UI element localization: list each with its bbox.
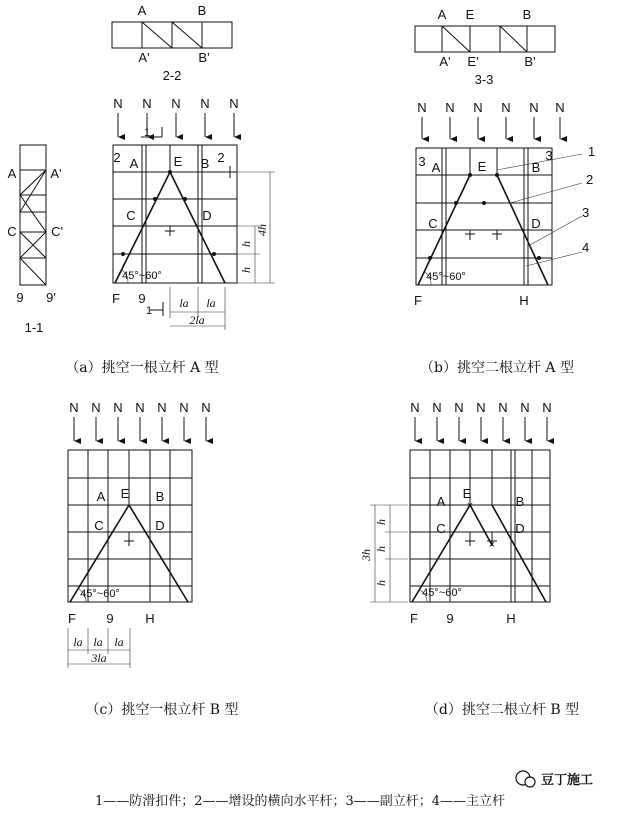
view-title-3-3: 3-3 <box>474 72 494 87</box>
label-b: B <box>515 494 525 509</box>
label-h: H <box>519 293 529 308</box>
svg-text:4h: 4h <box>255 224 269 236</box>
svg-text:2la: 2la <box>189 313 205 327</box>
svg-text:la: la <box>93 635 103 649</box>
svg-text:N: N <box>135 400 145 415</box>
label-d: D <box>515 521 525 536</box>
label-9: 9 <box>138 291 146 306</box>
load-arrows <box>69 400 210 441</box>
label-e: E <box>465 7 475 22</box>
svg-text:N: N <box>417 100 427 115</box>
callout-2: 2 <box>586 172 594 187</box>
svg-text:3: 3 <box>545 148 553 163</box>
svg-text:N: N <box>201 400 211 415</box>
label-b: B <box>197 3 207 18</box>
svg-text:N: N <box>113 400 123 415</box>
view-title-2-2: 2-2 <box>162 68 182 83</box>
svg-text:×: × <box>466 500 474 512</box>
svg-text:N: N <box>529 100 539 115</box>
svg-text:N: N <box>473 100 483 115</box>
section-view-3-3 <box>415 7 555 87</box>
diagram-b <box>414 100 595 376</box>
svg-text:N: N <box>410 400 420 415</box>
svg-text:3la: 3la <box>91 651 107 665</box>
angle-label: 45°~60° <box>422 587 462 599</box>
section-view-1-1 <box>7 145 63 335</box>
svg-text:la: la <box>206 296 216 310</box>
label-f: F <box>112 291 120 306</box>
label-a: A <box>437 7 447 22</box>
label-d: D <box>155 518 165 533</box>
callout-1: 1 <box>588 144 596 159</box>
label-d: D <box>531 216 541 231</box>
angle-label: 45°~60° <box>426 271 466 283</box>
label-c: C <box>436 521 446 536</box>
svg-text:2: 2 <box>113 150 121 165</box>
section-view-2-2 <box>112 3 232 83</box>
callout-3: 3 <box>582 205 590 220</box>
label-e: E <box>462 486 472 501</box>
angle-label: 45°~60° <box>122 270 162 282</box>
svg-text:h: h <box>374 519 388 525</box>
label-9: 9 <box>446 611 454 626</box>
label-a-prime: A' <box>50 166 62 181</box>
svg-text:la: la <box>73 635 83 649</box>
svg-text:N: N <box>200 96 210 111</box>
label-9: 9 <box>16 290 24 305</box>
label-f: F <box>410 611 418 626</box>
label-9: 9 <box>106 611 114 626</box>
label-a-prime: A' <box>439 54 451 69</box>
diagram-c <box>68 400 239 718</box>
svg-text:N: N <box>454 400 464 415</box>
label-e: E <box>477 159 487 174</box>
legend: 1——防滑扣件；2——增设的横向水平杆；3——副立杆；4——主立杆 <box>94 794 506 809</box>
label-f: F <box>414 293 422 308</box>
svg-text:N: N <box>229 96 239 111</box>
label-b: B <box>531 160 541 175</box>
svg-text:N: N <box>142 96 152 111</box>
caption-d: （d）挑空二根立杆 B 型 <box>424 702 580 718</box>
caption-b: （b）挑空二根立杆 A 型 <box>420 360 574 376</box>
svg-text:h: h <box>374 580 388 586</box>
label-e-prime: E' <box>467 54 479 69</box>
svg-text:N: N <box>69 400 79 415</box>
svg-text:h: h <box>239 241 253 247</box>
svg-text:N: N <box>501 100 511 115</box>
svg-text:la: la <box>114 635 124 649</box>
label-9-prime: 9' <box>46 290 56 305</box>
watermark-text: 豆丁施工 <box>541 773 594 788</box>
label-e: E <box>120 486 130 501</box>
label-d: D <box>202 208 212 223</box>
diagram-d <box>359 400 579 718</box>
svg-text:1: 1 <box>143 127 151 139</box>
svg-text:la: la <box>179 296 189 310</box>
label-c: C <box>7 224 17 239</box>
caption-c: （c）挑空一根立杆 B 型 <box>85 702 239 718</box>
label-b: B <box>155 489 165 504</box>
view-title-1-1: 1-1 <box>24 320 44 335</box>
svg-text:1: 1 <box>145 305 153 317</box>
svg-text:N: N <box>542 400 552 415</box>
angle-label: 45°~60° <box>80 588 120 600</box>
label-b: B <box>200 156 210 171</box>
label-a: A <box>431 160 441 175</box>
svg-text:N: N <box>520 400 530 415</box>
watermark <box>516 771 593 788</box>
label-c-prime: C' <box>51 224 63 239</box>
svg-text:2: 2 <box>217 150 225 165</box>
svg-text:N: N <box>445 100 455 115</box>
label-a-prime: A' <box>138 50 150 65</box>
load-arrows <box>113 96 238 137</box>
label-b: B <box>522 7 532 22</box>
svg-text:N: N <box>91 400 101 415</box>
svg-text:N: N <box>171 96 181 111</box>
label-a: A <box>137 3 147 18</box>
svg-text:N: N <box>476 400 486 415</box>
label-h: H <box>506 611 516 626</box>
svg-text:N: N <box>113 96 123 111</box>
svg-text:N: N <box>179 400 189 415</box>
label-a: A <box>436 494 446 509</box>
label-h: H <box>145 611 155 626</box>
diagram-a <box>65 96 275 376</box>
svg-text:h: h <box>374 546 388 552</box>
svg-text:×: × <box>488 539 496 551</box>
label-a: A <box>7 166 17 181</box>
svg-text:3h: 3h <box>359 549 373 561</box>
label-a: A <box>96 489 106 504</box>
caption-a: （a）挑空一根立杆 A 型 <box>65 360 219 376</box>
load-arrows <box>417 100 564 139</box>
label-a: A <box>129 156 139 171</box>
label-c: C <box>126 208 136 223</box>
svg-text:N: N <box>432 400 442 415</box>
label-b-prime: B' <box>524 54 536 69</box>
label-b-prime: B' <box>198 50 210 65</box>
label-e: E <box>173 154 183 169</box>
svg-text:N: N <box>157 400 167 415</box>
svg-text:h: h <box>239 267 253 273</box>
callout-4: 4 <box>582 240 590 255</box>
svg-text:N: N <box>498 400 508 415</box>
svg-text:3: 3 <box>418 154 426 169</box>
label-c: C <box>94 518 104 533</box>
svg-text:N: N <box>555 100 565 115</box>
load-arrows <box>410 400 551 441</box>
label-c: C <box>428 216 438 231</box>
label-f: F <box>68 611 76 626</box>
